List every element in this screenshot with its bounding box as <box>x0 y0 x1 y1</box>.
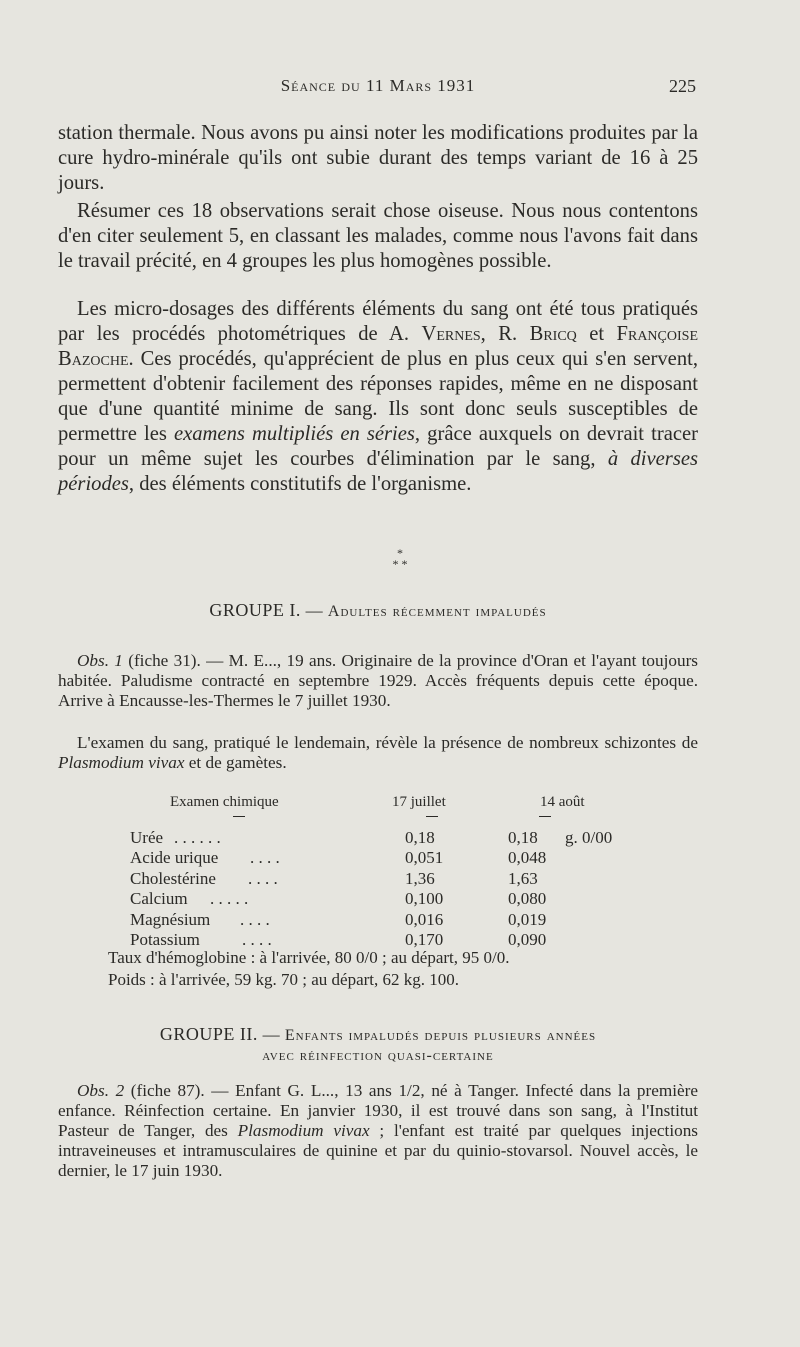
row-value-2: 1,63 <box>508 868 538 888</box>
rule-3 <box>539 816 551 817</box>
groupe-2-title-line-1: Enfants impaludés depuis plusieurs années <box>284 1027 597 1044</box>
row-value-1: 0,170 <box>405 929 444 949</box>
blood-exam-text-a: L'examen du sang, pratiqué le lendemain, révèle la présence de nombreux schizontes de <box>77 733 698 752</box>
row-value-1: 0,016 <box>405 909 444 929</box>
asterism-bottom: * * <box>392 557 408 571</box>
hemoglobin-line: Taux d'hémoglobine : à l'arrivée, 80 0/0 ; au départ, 95 0/0. <box>108 948 510 967</box>
row-value-2: 0,019 <box>508 909 547 929</box>
blood-exam-paragraph <box>58 733 698 773</box>
row-value-1: 0,051 <box>405 848 444 868</box>
column-label-date-1: 17 juillet <box>392 794 446 810</box>
row-value-1: 1,36 <box>405 868 435 888</box>
author-bricq: Bricq <box>529 323 577 345</box>
running-title: Séance du 11 Mars 1931 <box>280 76 476 95</box>
observation-1 <box>58 651 698 711</box>
row-value-2: 0,18 <box>508 828 538 847</box>
table-row <box>130 910 650 930</box>
author-bazoche: Françoise Bazoche <box>58 323 698 370</box>
row-name: Potassium <box>130 929 200 949</box>
page-header <box>60 76 696 100</box>
observation-2-text-b: ; l'enfant est traité par quelques injections intraveineuses et intramusculaires de quinine et par du quinio-stovarsol. Nouvel accès, le dernier, le 17 juin 1930. <box>58 1121 698 1180</box>
table-row <box>130 828 650 848</box>
row-unit: g. 0/00 <box>565 828 613 847</box>
table-header <box>130 794 650 816</box>
row-dots: . . . . . . <box>174 828 221 847</box>
table-row <box>130 889 650 909</box>
paragraph-2: Résumer ces 18 observations serait chose oiseuse. Nous nous contentons d'en citer seulement 5, en classant les malades, comme nous l'avons fait dans le travail précité, en 4 groupes les plus homogènes possible. <box>58 200 698 272</box>
species-plasmodium-vivax: Plasmodium vivax <box>58 753 185 772</box>
observation-2 <box>58 1081 698 1181</box>
paragraph-3-part-b: , R. <box>480 323 530 345</box>
paragraph-3-part-f: , des éléments constitutifs de l'organisme. <box>128 473 472 495</box>
paragraph-3-part-a: Les micro-dosages des différents éléments du sang ont été tous pratiqués par les procédés photométriques de A. <box>58 298 698 345</box>
page-number: 225 <box>669 76 696 96</box>
groupe-2-heading-line-1 <box>58 1024 698 1045</box>
row-name: Magnésium <box>130 909 211 929</box>
groupe-2-label: GROUPE II. <box>159 1024 258 1044</box>
paragraph-3-part-c: et <box>576 323 617 345</box>
row-value-2: 0,048 <box>508 848 547 868</box>
observation-1-text: (fiche 31). — M. E..., 19 ans. Originaire de la province d'Oran et l'ayant toujours habitée. Paludisme contracté en septembre 1929. Accès fréquents depuis cette époque. Arrive à Encausse-les-Thermes le 7 juillet 1930. <box>58 651 698 710</box>
asterism-top: * <box>397 546 403 560</box>
groupe-1-label: GROUPE I. <box>209 600 301 620</box>
row-value-1: 0,18 <box>405 828 435 847</box>
table-header-rules <box>130 816 650 828</box>
column-label-examen: Examen chimique <box>170 794 279 810</box>
chemistry-table <box>130 794 650 950</box>
observation-1-label: Obs. 1 <box>77 651 123 670</box>
rule-1 <box>233 816 245 817</box>
row-name: Calcium <box>130 889 188 909</box>
row-value-1: 0,100 <box>405 889 444 909</box>
observation-2-species: Plasmodium vivax <box>237 1121 370 1140</box>
row-name: Acide urique <box>130 848 219 868</box>
weight-line: Poids : à l'arrivée, 59 kg. 70 ; au départ, 62 kg. 100. <box>108 970 460 989</box>
emphasis-periodes: à diverses périodes <box>58 448 698 495</box>
observation-2-label: Obs. 2 <box>77 1081 125 1100</box>
row-dots: . . . . <box>240 909 270 929</box>
blood-exam-text-b: et de gamètes. <box>184 753 287 772</box>
groupe-1-title: Adultes récemment impaludés <box>327 603 547 620</box>
groupe-2-dash: — <box>262 1025 281 1044</box>
row-dots: . . . . <box>242 929 272 949</box>
groupe-2-heading <box>58 1024 698 1065</box>
row-dots: . . . . <box>250 848 280 868</box>
emphasis-examens: examens multipliés en séries <box>173 423 415 445</box>
paragraph-3-part-d: . Ces procédés, qu'apprécient de plus en plus ceux qui s'en servent, permettent d'obtenir facilement des réponses rapides, même en ne disposant que d'une quantité minime de sang. Ils sont donc seuls susceptibles de permettre les <box>58 348 698 445</box>
table-row <box>130 848 650 868</box>
author-vernes: Vernes <box>421 323 481 345</box>
row-value-2: 0,080 <box>508 889 547 909</box>
asterism <box>0 548 800 570</box>
groupe-1-heading <box>58 600 698 621</box>
paragraph-3-part-e: , grâce auxquels on devrait tracer pour un même sujet les courbes d'élimination par le sang, <box>58 423 698 470</box>
paragraph-1: station thermale. Nous avons pu ainsi noter les modifications produites par la cure hydro-minérale qu'ils ont subie durant des temps variant de 16 à 25 jours. <box>58 122 698 194</box>
groupe-1-dash: — <box>305 601 324 620</box>
table-row <box>130 869 650 889</box>
row-dots: . . . . . <box>210 889 249 909</box>
paragraph-3 <box>58 297 698 497</box>
column-label-date-2: 14 août <box>540 794 585 810</box>
groupe-2-title-line-2: avec réinfection quasi-certaine <box>262 1047 494 1064</box>
row-name: Cholestérine <box>130 868 216 888</box>
row-name: Urée <box>130 828 164 847</box>
observation-2-text-a: (fiche 87). — Enfant G. L..., 13 ans 1/2, né à Tanger. Infecté dans la première enfance. Réinfection certaine. En janvier 1930, il est trouvé dans son sang, à l'Institut Pasteur de Tanger, des <box>58 1081 698 1140</box>
row-dots: . . . . <box>248 868 278 888</box>
rule-2 <box>426 816 438 817</box>
row-value-2: 0,090 <box>508 929 547 949</box>
